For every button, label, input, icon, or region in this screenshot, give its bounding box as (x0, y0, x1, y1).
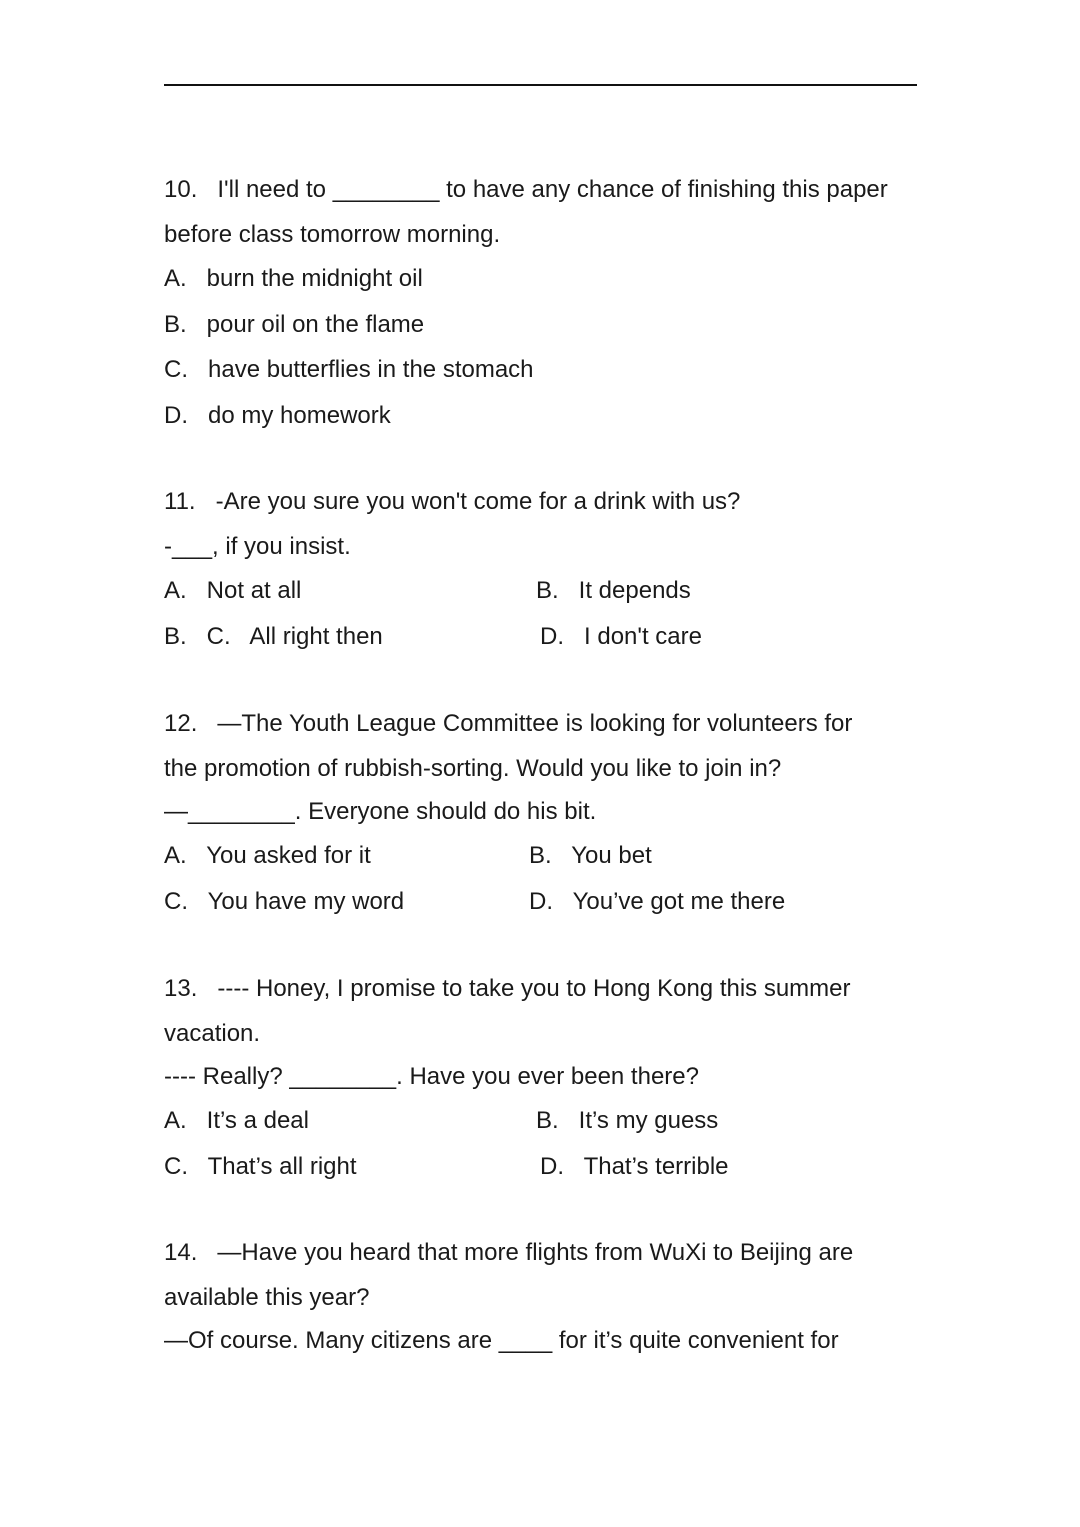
question-12-option-b: B. You bet (529, 842, 652, 869)
question-11-option-b: B. It depends (536, 577, 691, 604)
question-10-option-c: C. have butterflies in the stomach (164, 356, 534, 383)
question-12-line-2: the promotion of rubbish-sorting. Would you like to join in? (164, 755, 782, 782)
question-12-line-1: 12. —The Youth League Committee is looking for volunteers for (164, 710, 853, 737)
question-12-option-c: C. You have my word (164, 888, 405, 915)
question-14-line-3: —Of course. Many citizens are ____ for it’s quite convenient for (164, 1327, 839, 1354)
question-13-line-1: 13. ---- Honey, I promise to take you to Hong Kong this summer (164, 975, 851, 1002)
question-11-option-a: A. Not at all (164, 577, 302, 604)
question-13-option-b: B. It’s my guess (536, 1107, 719, 1134)
question-14-line-2: available this year? (164, 1284, 370, 1311)
question-12-option-d: D. You’ve got me there (529, 888, 786, 915)
question-11-line-2: -___, if you insist. (164, 533, 351, 560)
question-13-option-a: A. It’s a deal (164, 1107, 309, 1134)
question-13-option-d: D. That’s terrible (540, 1153, 729, 1180)
question-11-option-c: B. C. All right then (164, 623, 383, 650)
question-11-line-1: 11. -Are you sure you won't come for a drink with us? (164, 488, 741, 515)
question-13-line-3: ---- Really? ________. Have you ever been there? (164, 1063, 699, 1090)
question-12-option-a: A. You asked for it (164, 842, 371, 869)
header-rule (164, 84, 917, 86)
question-14-line-1: 14. —Have you heard that more flights from WuXi to Beijing are (164, 1239, 854, 1266)
question-11-option-d: D. I don't care (540, 623, 702, 650)
question-10-line-1: 10. I'll need to ________ to have any chance of finishing this paper (164, 176, 888, 203)
question-10-option-a: A. burn the midnight oil (164, 265, 423, 292)
question-13-option-c: C. That’s all right (164, 1153, 357, 1180)
question-10-option-b: B. pour oil on the flame (164, 311, 425, 338)
question-13-line-2: vacation. (164, 1020, 261, 1047)
question-12-line-3: —________. Everyone should do his bit. (164, 798, 597, 825)
question-10-option-d: D. do my homework (164, 402, 391, 429)
question-10-line-2: before class tomorrow morning. (164, 221, 501, 248)
